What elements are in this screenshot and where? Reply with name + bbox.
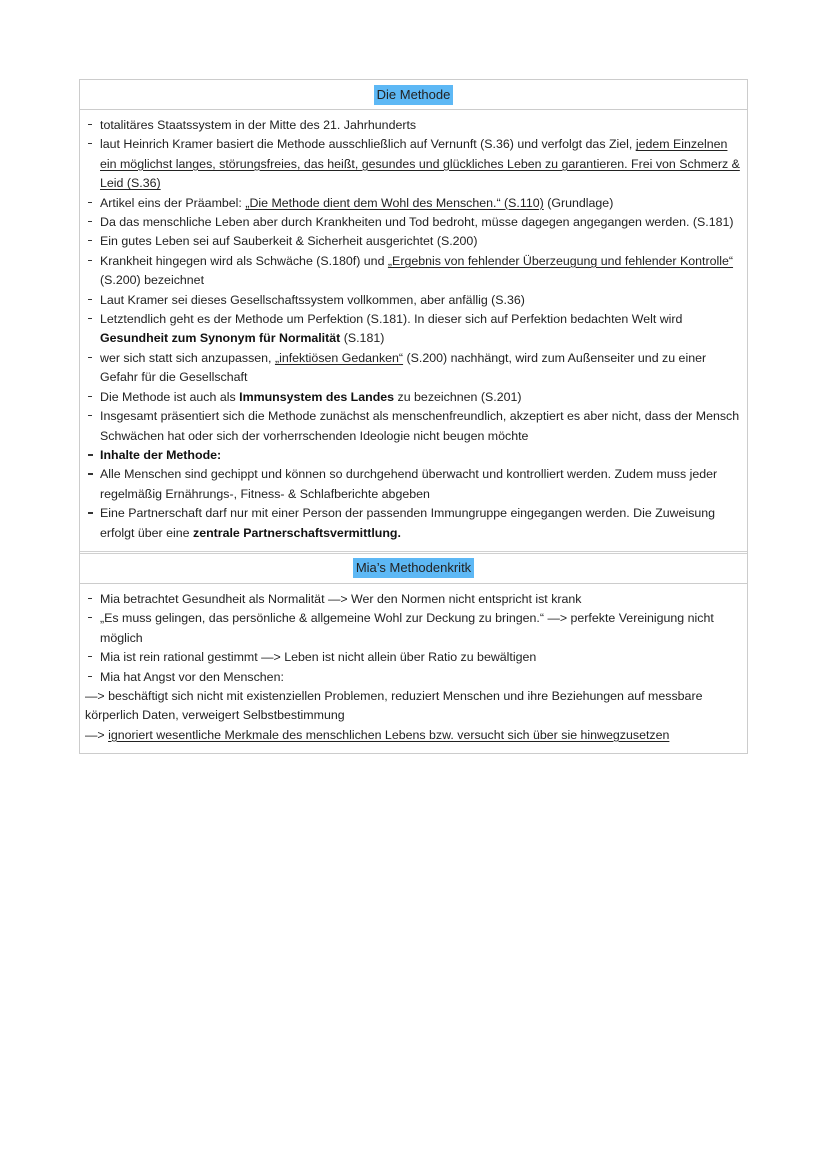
text-fragment: Die Methode ist auch als <box>100 389 240 404</box>
text-fragment: (S.181) <box>340 331 385 346</box>
item-text <box>100 349 741 388</box>
section-die-methode <box>80 80 747 551</box>
underlined-text: „Ergebnis von fehlender Überzeugung und fehlender Kontrolle“ <box>387 253 734 268</box>
item-text <box>100 135 741 193</box>
dash-bullet <box>85 648 100 667</box>
list-item <box>85 252 741 291</box>
list-item <box>85 407 741 446</box>
section-title: Mia’s Methodenkritk <box>353 558 474 578</box>
dash-bullet <box>85 213 100 232</box>
text-fragment: Krankheit hingegen wird als Schwäche (S.180f) und <box>100 253 388 268</box>
list-item <box>85 648 741 667</box>
bold-text: Immunsystem des Landes <box>239 389 395 404</box>
item-text <box>100 194 741 213</box>
dash-bullet <box>85 349 100 388</box>
section-content <box>80 584 747 753</box>
text-fragment: —> <box>85 727 109 742</box>
text-fragment: Mia ist rein rational gestimmt —> Leben ist nicht allein über Ratio zu bewältigen <box>100 650 537 665</box>
dash-bullet <box>85 668 100 687</box>
list-item <box>85 349 741 388</box>
list-item <box>85 590 741 609</box>
dash-bullet <box>85 407 100 446</box>
dash-bullet <box>85 232 100 251</box>
text-fragment: Da das menschliche Leben aber durch Krankheiten und Tod bedroht, müsse dagegen angegangen werden. (S.181) <box>100 215 734 230</box>
dash-bullet <box>85 252 100 291</box>
list-item <box>85 465 741 504</box>
text-fragment: Laut Kramer sei dieses Gesellschaftssystem vollkommen, aber anfällig (S.36) <box>100 292 525 307</box>
item-text <box>100 609 741 648</box>
list-item <box>85 291 741 310</box>
text-fragment: Mia hat Angst vor den Menschen: <box>100 669 284 684</box>
list-item <box>85 232 741 251</box>
item-text <box>100 388 741 407</box>
item-text <box>100 116 741 135</box>
item-text <box>100 648 741 667</box>
dash-bullet <box>85 609 100 648</box>
underlined-text: jedem Einzelnen ein möglichst langes, störungsfreies, das heißt, gesundes und glückliches Leben zu garantieren. Frei von Schmerz & Leid (S.36) <box>100 137 740 191</box>
text-fragment: totalitäres Staatssystem in der Mitte des 21. Jahrhunderts <box>100 118 417 132</box>
section-content <box>80 110 747 551</box>
list-item <box>85 668 741 687</box>
item-text <box>100 213 741 232</box>
list-item <box>85 446 741 465</box>
section-title: Die Methode <box>374 85 454 105</box>
dash-bullet <box>85 135 100 193</box>
arrow-line <box>85 726 741 745</box>
underlined-text: ignoriert wesentliche Merkmale des menschlichen Lebens bzw. versucht sich über sie hinwegzusetzen <box>108 727 670 742</box>
dash-bullet <box>85 446 100 465</box>
item-text <box>100 310 741 349</box>
item-text <box>100 465 741 504</box>
text-fragment: zu bezeichnen (S.201) <box>394 389 522 404</box>
underlined-text: „Die Methode dient dem Wohl des Menschen.“ (S.110) <box>245 195 544 210</box>
text-fragment: wer sich statt sich anzupassen, <box>100 350 275 365</box>
list-item <box>85 310 741 349</box>
item-text <box>100 232 741 251</box>
dash-bullet <box>85 504 100 543</box>
bold-text: Inhalte der Methode: <box>100 447 222 462</box>
item-text <box>100 407 741 446</box>
list-item <box>85 213 741 232</box>
text-fragment: „Es muss gelingen, das persönliche & allgemeine Wohl zur Deckung zu bringen.“ —> perfekte Vereinigung nicht möglich <box>100 611 714 645</box>
text-fragment: (Grundlage) <box>543 195 614 210</box>
text-fragment: Letztendlich geht es der Methode um Perfektion (S.181). In dieser sich auf Perfektion bedachten Welt wird <box>100 312 683 327</box>
item-text <box>100 504 741 543</box>
list-item <box>85 609 741 648</box>
dash-bullet <box>85 291 100 310</box>
text-fragment: Alle Menschen sind gechippt und können so durchgehend überwacht und kontrolliert werden. Zudem muss jeder regelmäßig Ernährungs-, Fitness- & Schlafberichte abgeben <box>100 467 718 501</box>
item-text <box>100 291 741 310</box>
text-fragment: Ein gutes Leben sei auf Sauberkeit & Sicherheit ausgerichtet (S.200) <box>100 234 478 249</box>
item-text <box>85 726 741 745</box>
dash-bullet <box>85 590 100 609</box>
text-fragment: laut Heinrich Kramer basiert die Methode ausschließlich auf Vernunft (S.36) und verfolgt das Ziel, <box>100 137 636 152</box>
list-item <box>85 116 741 135</box>
text-fragment: Artikel eins der Präambel: <box>100 195 246 210</box>
item-text <box>85 687 741 726</box>
text-fragment: (S.200) nachhängt, wird zum Außenseiter und zu einer Gefahr für die Gesellschaft <box>100 350 707 385</box>
list-item <box>85 194 741 213</box>
text-fragment: Eine Partnerschaft darf nur mit einer Person der passenden Immungruppe eingegangen werden. Die Zuweisung erfolgt über eine <box>100 506 716 540</box>
bold-text: Gesundheit zum Synonym für Normalität <box>100 331 341 346</box>
dash-bullet <box>85 465 100 504</box>
arrow-line <box>85 687 741 726</box>
bold-text: zentrale Partnerschaftsvermittlung. <box>193 525 401 540</box>
underlined-text: „infektiösen Gedanken“ <box>274 350 404 365</box>
section-header <box>80 80 747 110</box>
section-mias-methodenkritik <box>80 551 747 753</box>
section-header <box>80 554 747 584</box>
text-fragment: Mia betrachtet Gesundheit als Normalität —> Wer den Normen nicht entspricht ist krank <box>100 591 582 606</box>
dash-bullet <box>85 194 100 213</box>
list-item <box>85 135 741 193</box>
dash-bullet <box>85 310 100 349</box>
text-fragment: —> beschäftigt sich nicht mit existenziellen Problemen, reduziert Menschen und ihre Beziehungen auf messbare körperlich Daten, verweigert Selbstbestimmung <box>85 688 703 723</box>
text-fragment: Insgesamt präsentiert sich die Methode zunächst als menschenfreundlich, akzeptiert es aber nicht, dass der Mensch Schwächen hat oder sich der vorherrschenden Ideologie nicht beugen möchte <box>100 409 740 443</box>
list-item <box>85 388 741 407</box>
list-item <box>85 504 741 543</box>
text-fragment: (S.200) bezeichnet <box>100 273 205 288</box>
dash-bullet <box>85 116 100 135</box>
item-text <box>100 668 741 687</box>
item-text <box>100 590 741 609</box>
item-text <box>100 446 741 465</box>
item-text <box>100 252 741 291</box>
notes-table <box>79 79 748 754</box>
dash-bullet <box>85 388 100 407</box>
